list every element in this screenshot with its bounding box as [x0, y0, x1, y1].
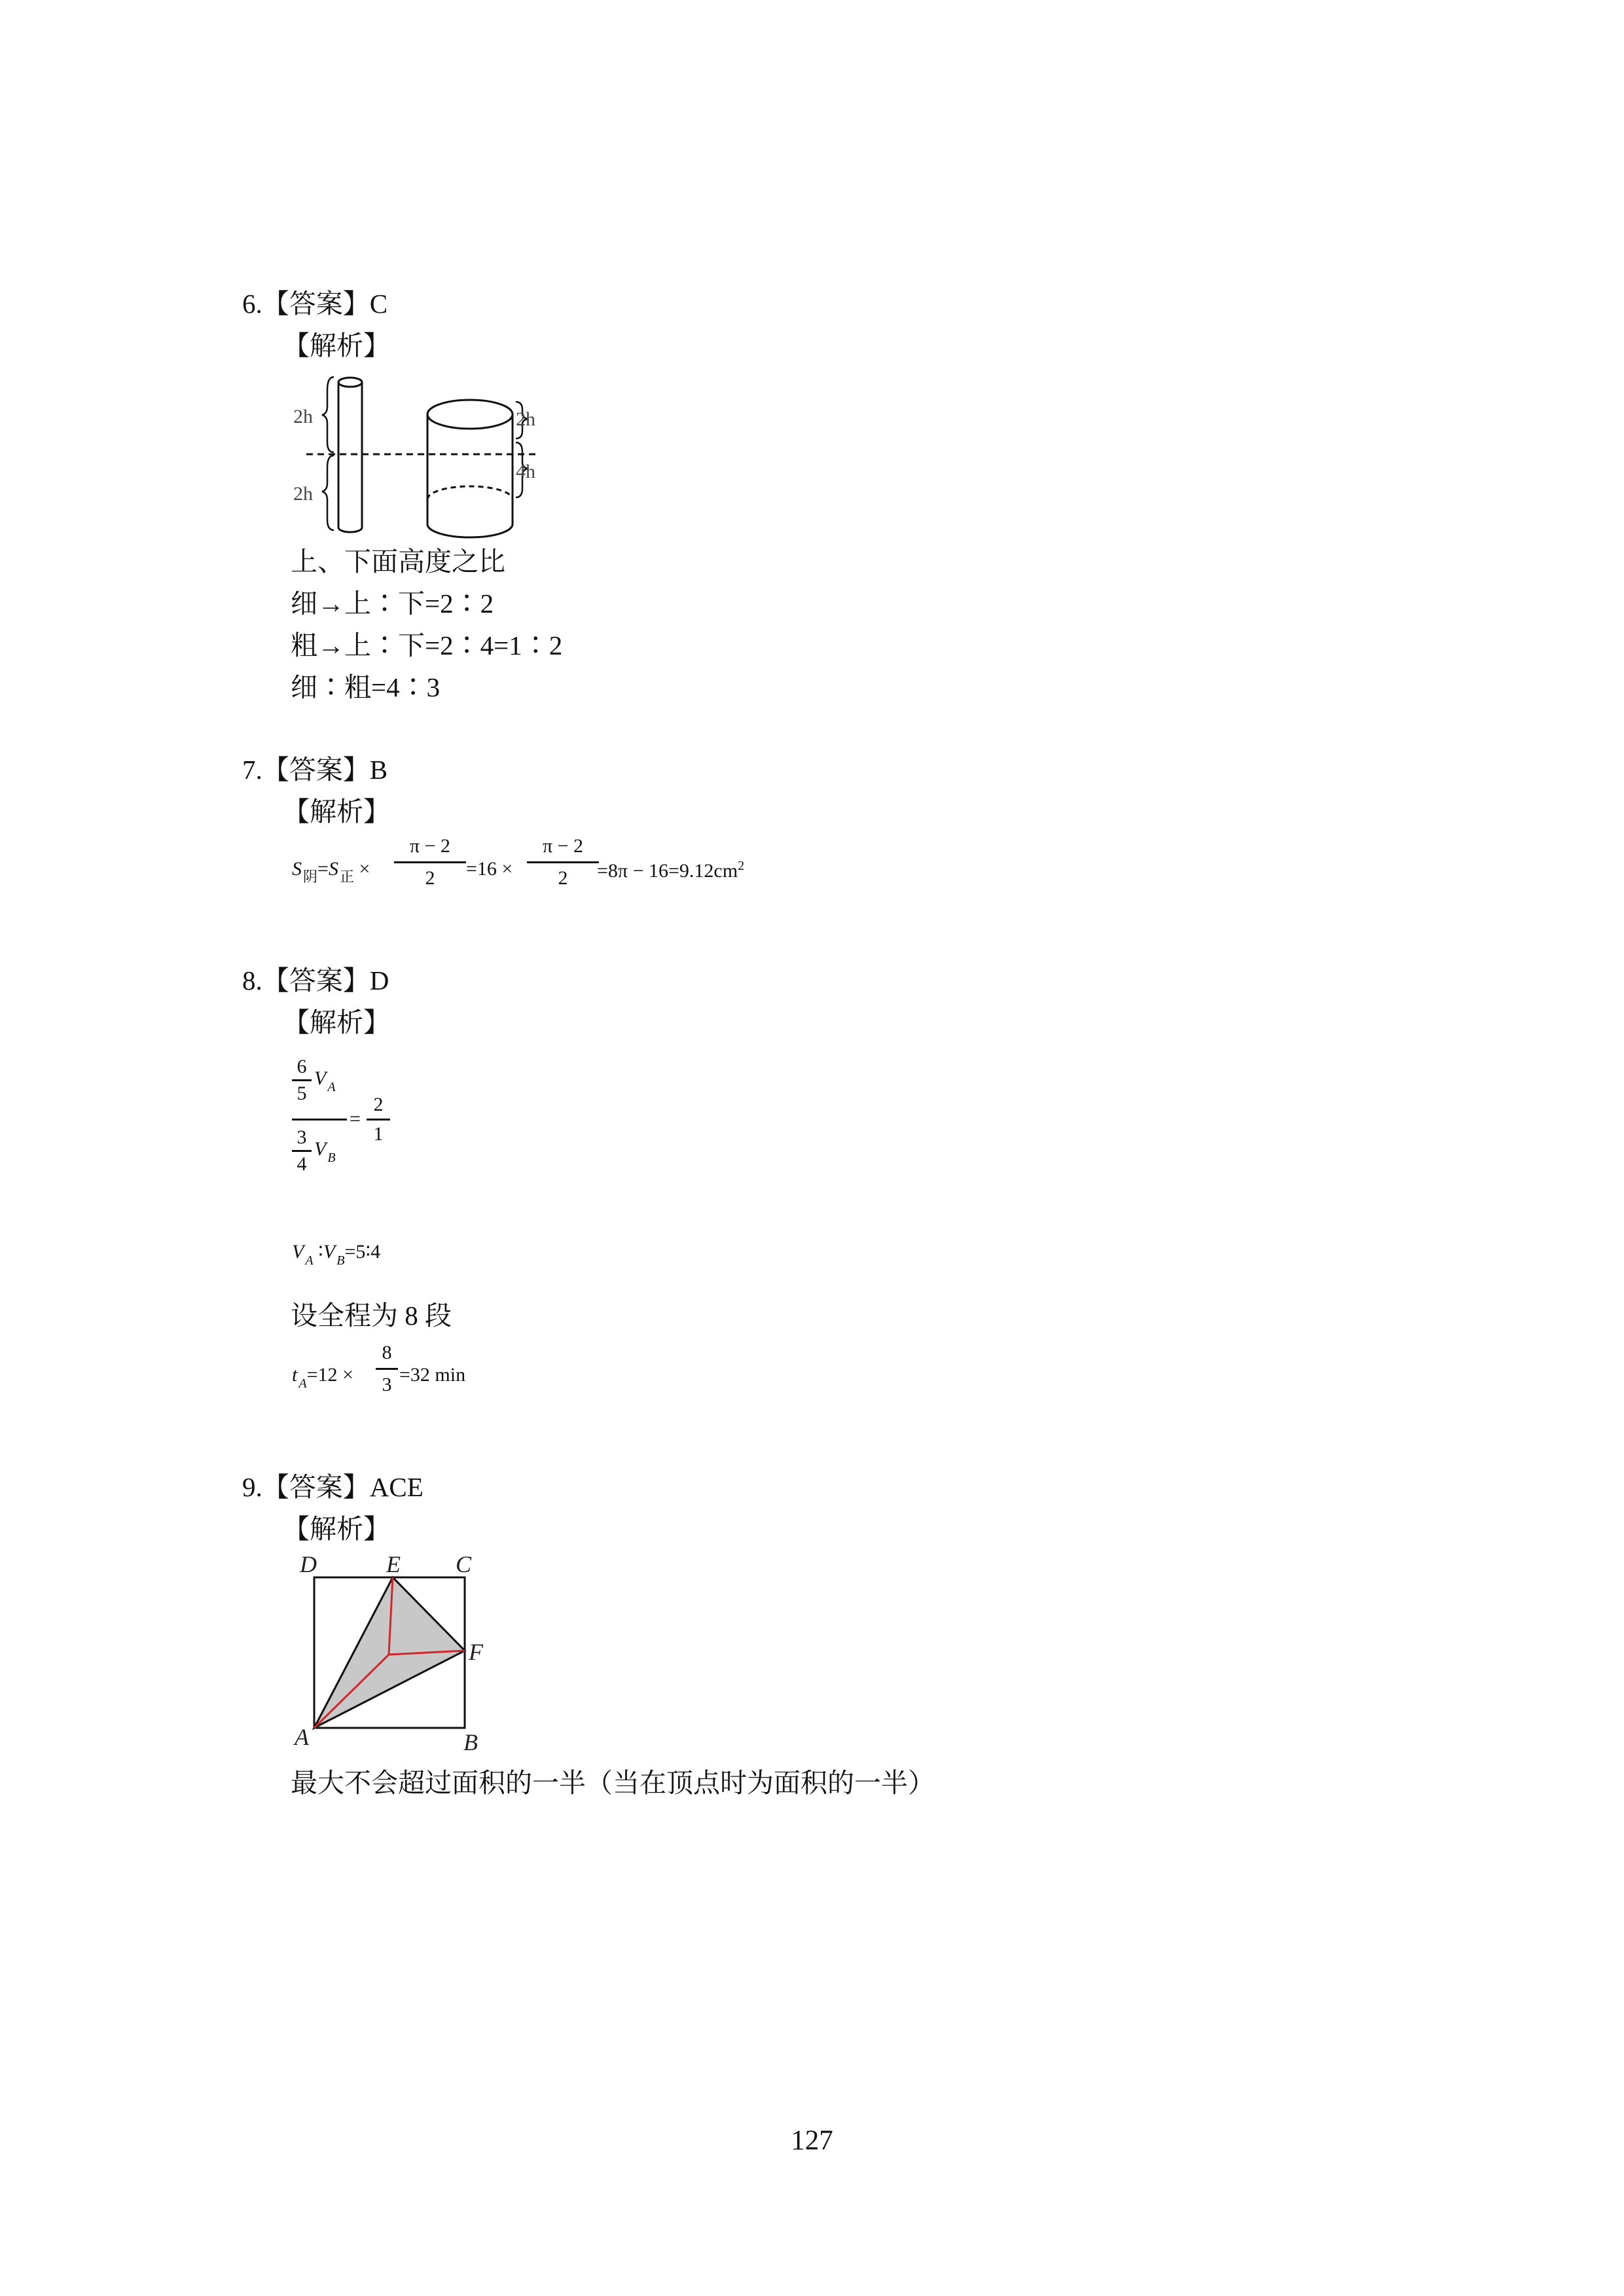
q6-answer-heading: 6.【答案】C	[242, 289, 388, 319]
q8-time-fraction: $\frac{8}{3}$	[376, 1343, 398, 1395]
q7-formula-mid: =16 ×	[466, 858, 513, 880]
q6-left-top-label: 2h	[293, 406, 313, 427]
label-b: B	[463, 1729, 478, 1754]
label-e: E	[386, 1551, 401, 1577]
q8-answer-heading: 8.【答案】D	[242, 965, 389, 996]
q8-top-va: V $_A$	[314, 1067, 336, 1094]
q8-time-result: =32 min	[399, 1364, 466, 1386]
q8-top-six-fifths: $\frac{6}{5}$	[292, 1057, 312, 1103]
q7-analysis-label: 【解析】	[283, 797, 390, 827]
q7-answer-heading: 7.【答案】B	[242, 755, 388, 785]
thick-cylinder	[427, 400, 513, 537]
label-d: D	[300, 1551, 317, 1577]
q8-speed-ratio: V $_A$ ∶V $_B$=5∶4	[292, 1241, 381, 1268]
q9-square-figure	[288, 1551, 497, 1754]
q8-ratio-fraction	[292, 1057, 423, 1201]
page-number: 127	[791, 2125, 833, 2156]
label-c: C	[456, 1551, 472, 1577]
left-bottom-brace	[322, 456, 334, 530]
q7-fraction-2: $\frac{\pi - 2}{2}$	[527, 836, 599, 888]
q6-line-3: 粗→上∶下=2∶4=1∶2	[291, 630, 563, 660]
q8-bottom-vb: V $_B$	[314, 1138, 336, 1165]
label-f: F	[469, 1639, 483, 1665]
left-top-brace	[322, 377, 334, 452]
q6-line-1: 上、下面高度之比	[291, 547, 505, 577]
q8-time-formula-left: t $_A$=12 ×	[292, 1364, 353, 1391]
q6-right-bottom-label: 4h	[516, 461, 535, 482]
q6-line-2: 细→上∶下=2∶2	[291, 588, 494, 619]
q7-formula-left: $S_阴=S_正$ ×	[292, 858, 370, 885]
q6-right-top-label: 2h	[516, 408, 535, 430]
q8-setup-line: 设全程为 8 段	[291, 1300, 452, 1331]
q8-analysis-label: 【解析】	[283, 1007, 390, 1037]
q8-rhs-fraction: $\frac{2}{1}$	[367, 1095, 390, 1144]
q9-analysis-label: 【解析】	[283, 1514, 390, 1544]
q9-answer-heading: 9.【答案】ACE	[242, 1472, 424, 1502]
q8-bottom-three-quarters: $\frac{3}{4}$	[292, 1128, 312, 1174]
q9-conclusion: 最大不会超过面积的一半（当在顶点时为面积的一半）	[291, 1768, 935, 1798]
q8-main-fraction-bar	[292, 1119, 347, 1121]
q6-line-4: 细∶粗=4∶3	[291, 672, 441, 702]
label-a: A	[295, 1724, 309, 1750]
q6-analysis-label: 【解析】	[283, 331, 390, 361]
q6-left-bottom-label: 2h	[293, 483, 313, 505]
q6-cylinders-figure	[288, 370, 543, 541]
q8-equals: =	[350, 1108, 361, 1130]
q7-fraction-1: $\frac{\pi - 2}{2}$	[394, 836, 466, 888]
q7-formula-result: $=8\pi - 16=9.12cm^2$	[597, 859, 745, 882]
